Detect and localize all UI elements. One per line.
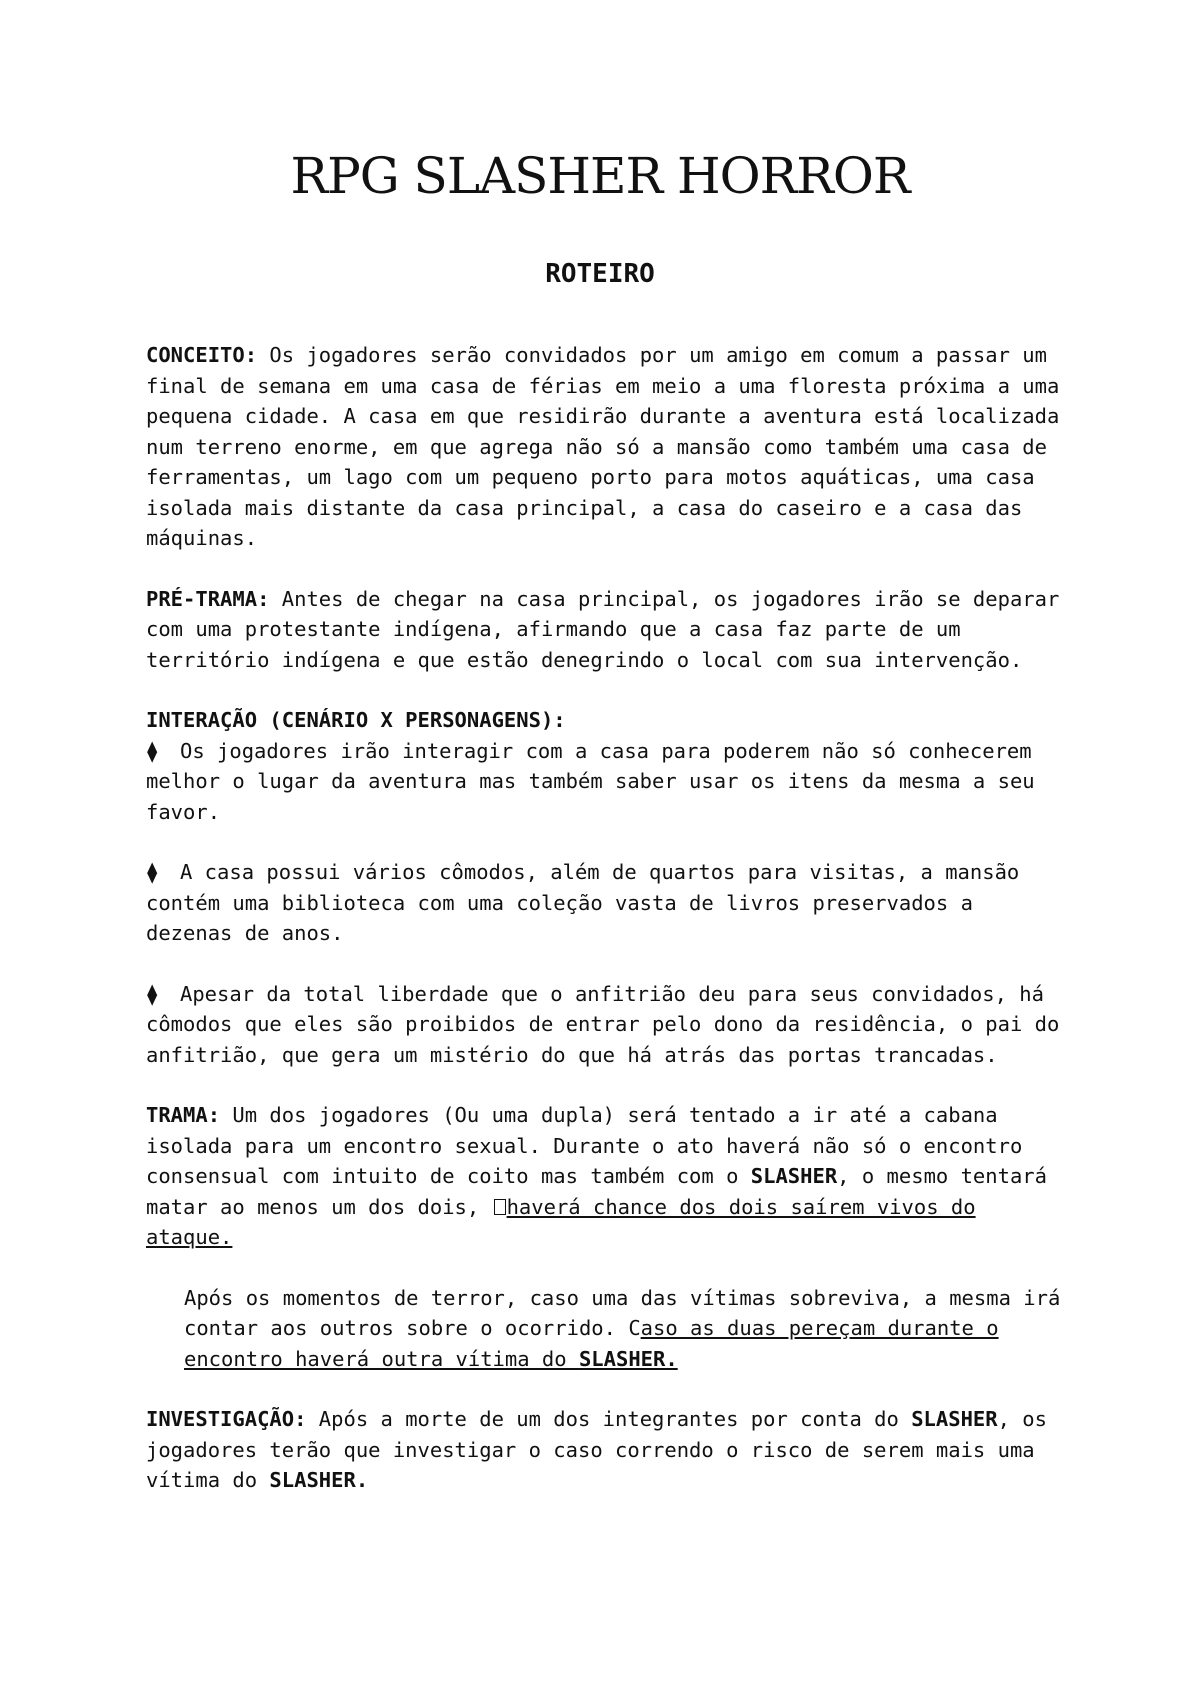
interacao-bullet-text: Os jogadores irão interagir com a casa para poderem não só conhecerem melhor o lugar da aventura mas também saber usar os itens da mesma a seu favor. <box>146 738 1035 824</box>
apos-text-1: Após os momentos de terror, caso uma das vítimas sobreviva, a mesma irá contar aos outros sobre o ocorrido. C <box>184 1285 1061 1340</box>
diamond-bullet-icon: ⧫ <box>146 738 159 763</box>
spacer <box>146 1070 1066 1100</box>
pre-trama-text: Antes de chegar na casa principal, os jogadores irão se deparar com uma protestante indígena, afirmando que a casa faz parte de um território indígena e que estão denegrindo o local com sua intervenção. <box>146 586 1060 672</box>
spacer <box>146 827 1066 857</box>
slasher-term: SLASHER <box>269 1468 356 1492</box>
investigacao-paragraph <box>146 1404 1066 1496</box>
document-body <box>146 340 1066 1496</box>
spacer <box>146 1374 1066 1404</box>
missing-glyph-box-icon <box>494 1199 506 1215</box>
slasher-term: SLASHER <box>750 1164 838 1188</box>
apos-underlined-text: aso as duas pereçam durante o encontro haverá outra vítima do <box>184 1316 999 1371</box>
interacao-bullet-item <box>146 979 1066 1071</box>
interacao-bullet-item <box>146 857 1066 949</box>
interacao-bullet-text: A casa possui vários cômodos, além de quartos para visitas, a mansão contém uma biblioteca com uma coleção vasta de livros preservados a dezenas de anos. <box>146 860 1020 945</box>
document-title: RPG SLASHER HORROR <box>290 147 910 205</box>
diamond-bullet-icon: ⧫ <box>146 860 159 884</box>
spacer <box>146 949 1066 979</box>
conceito-label: CONCEITO: <box>146 343 258 367</box>
trama-text-1: Um dos jogadores (Ou uma dupla) será tentado a ir até a cabana isolada para um encontro sexual. Durante o ato haverá não só o encontro consensual com intuito de coito mas também com o <box>146 1103 1023 1188</box>
pre-trama-label: PRÉ-TRAMA: <box>146 586 270 611</box>
investigacao-text-3: . <box>355 1468 369 1492</box>
interacao-heading: INTERAÇÃO (CENÁRIO X PERSONAGENS): <box>146 708 566 732</box>
trama-underlined-text: haverá chance dos dois saírem vivos do ataque. <box>146 1194 976 1249</box>
investigacao-text-2: , os jogadores terão que investigar o caso correndo o risco de serem mais uma vítima do <box>146 1407 1047 1492</box>
spacer <box>146 1253 1066 1283</box>
document-subtitle: ROTEIRO <box>545 259 655 289</box>
spacer <box>146 554 1066 584</box>
apos-underlined-slasher: SLASHER. <box>578 1346 678 1371</box>
apos-paragraph <box>146 1283 1066 1375</box>
conceito-paragraph <box>146 340 1066 554</box>
trama-text-2: , o mesmo tentará matar ao menos um dos dois, <box>146 1164 1047 1219</box>
trama-paragraph <box>146 1100 1066 1253</box>
interacao-bullet-text: Apesar da total liberdade que o anfitrião deu para seus convidados, há cômodos que eles são proibidos de entrar pelo dono da residência, o pai do anfitrião, que gera um mistério do que há atrás das portas trancadas. <box>146 981 1060 1067</box>
interacao-bullet-item <box>146 736 1066 828</box>
pre-trama-paragraph <box>146 584 1066 676</box>
investigacao-label: INVESTIGAÇÃO: <box>146 1407 307 1431</box>
conceito-text: Os jogadores serão convidados por um amigo em comum a passar um final de semana em uma casa de férias em meio a uma floresta próxima a uma pequena cidade. A casa em que residirão durante a aventura está localizada num terreno enorme, em que agrega não só a mansão como também uma casa de ferramentas, um lago com um pequeno porto para motos aquáticas, uma casa isolada mais distante da casa principal, a casa do caseiro e a casa das máquinas. <box>146 343 1060 550</box>
investigacao-text-1: Após a morte de um dos integrantes por conta do <box>306 1407 912 1431</box>
trama-label: TRAMA: <box>146 1103 221 1127</box>
diamond-bullet-icon: ⧫ <box>146 981 159 1006</box>
spacer <box>146 675 1066 705</box>
slasher-term: SLASHER <box>911 1407 998 1431</box>
